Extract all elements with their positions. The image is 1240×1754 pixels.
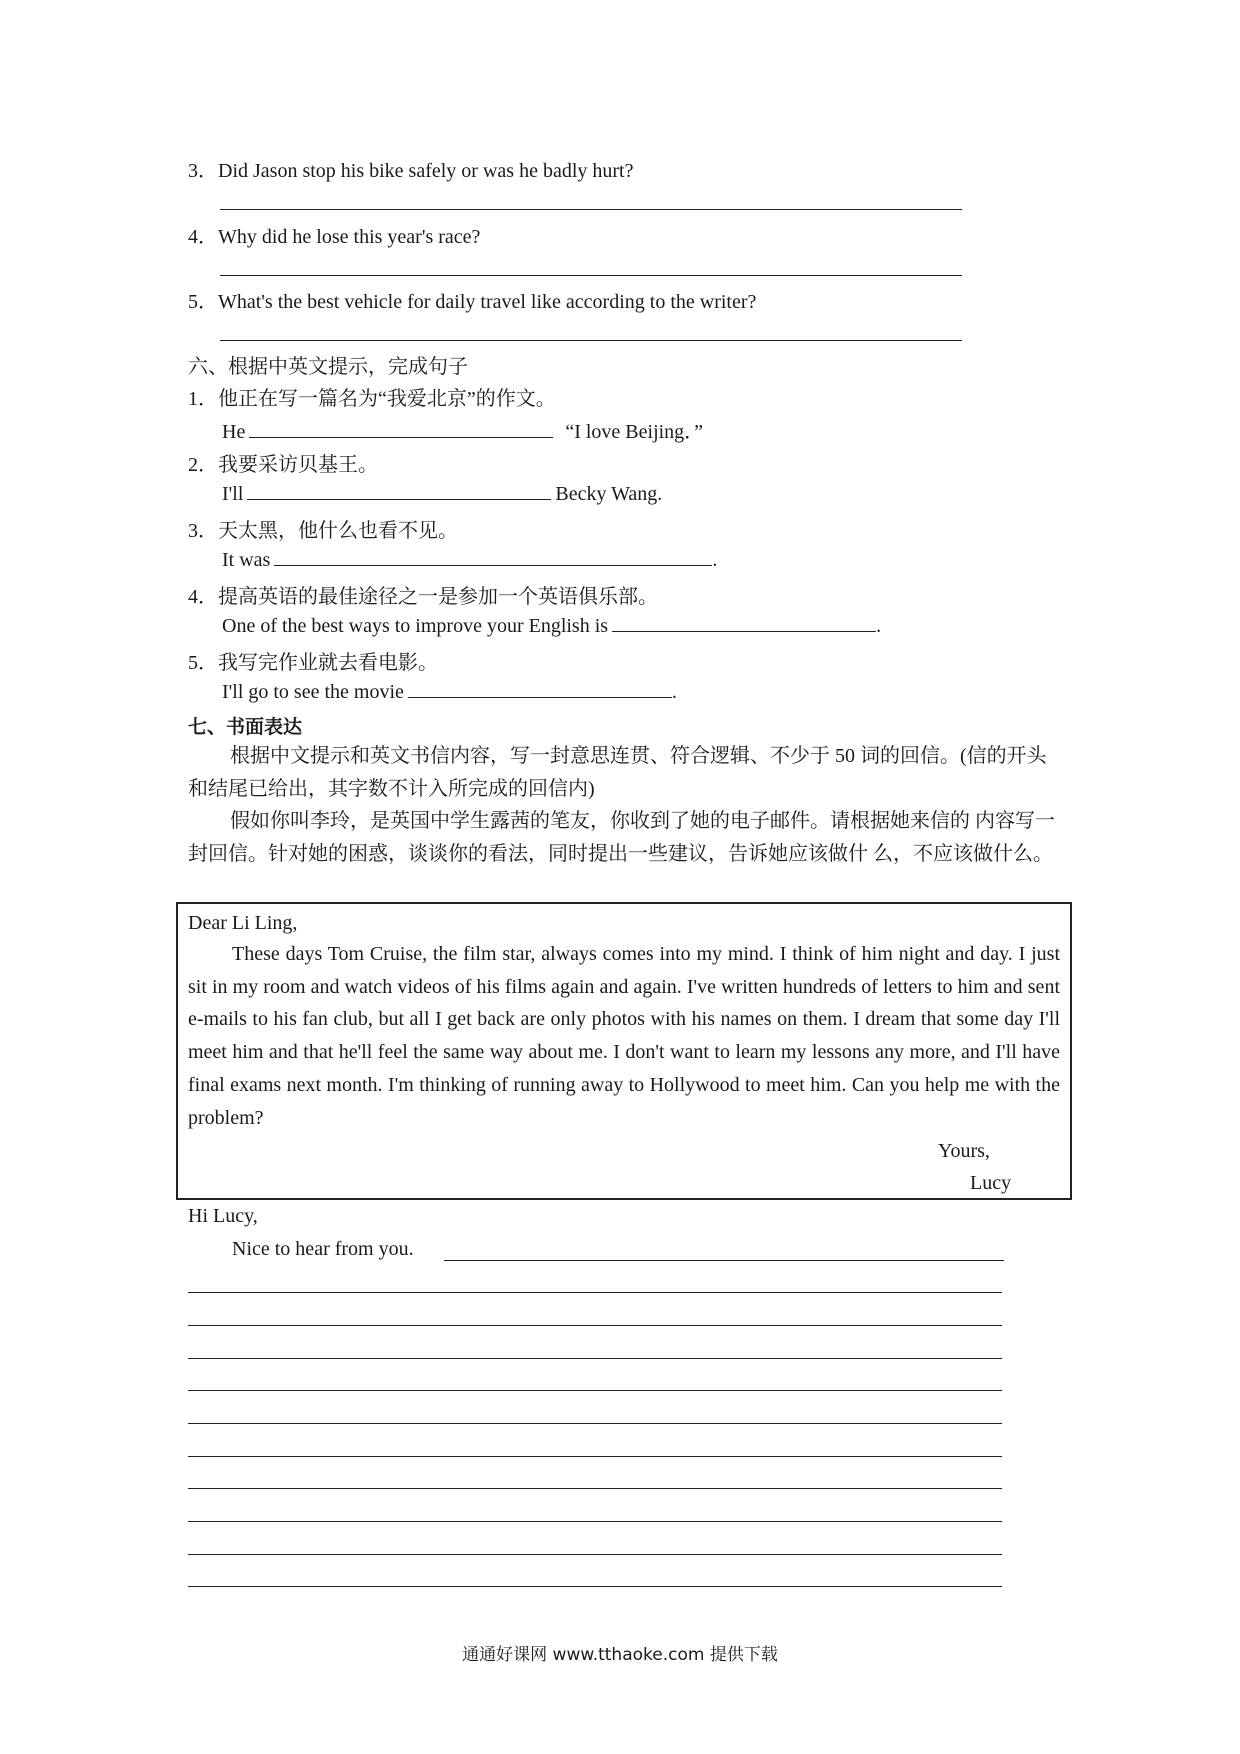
question-text: Did Jason stop his bike safely or was he badly hurt? xyxy=(218,160,634,182)
reply-opening: Nice to hear from you. xyxy=(232,1238,414,1260)
answer-line[interactable] xyxy=(220,340,962,341)
answer-line[interactable] xyxy=(220,209,962,210)
s6-item3-cn xyxy=(188,514,458,543)
letter-closing: Yours, xyxy=(938,1140,990,1162)
item-english-before: He xyxy=(222,421,246,443)
question-number: 4． xyxy=(188,226,218,248)
question-4 xyxy=(188,220,480,249)
item-english-before: I'll xyxy=(222,483,244,505)
section6-heading: 六、根据中英文提示，完成句子 xyxy=(188,356,468,378)
fill-blank[interactable] xyxy=(249,419,553,438)
s6-item1-en xyxy=(222,415,703,444)
item-number: 4． xyxy=(188,586,218,608)
section7-heading: 七、书面表达 xyxy=(188,716,303,738)
writing-line[interactable] xyxy=(188,1521,1002,1522)
item-english-after: . xyxy=(671,681,677,703)
item-english-after: . xyxy=(876,615,882,637)
item-chinese: 他正在写一篇名为“我爱北京”的作文。 xyxy=(218,388,556,410)
item-english-after: Becky Wang. xyxy=(555,483,663,505)
s6-item4-cn xyxy=(188,580,658,609)
fill-blank[interactable] xyxy=(612,613,876,632)
letter-greeting: Dear Li Ling, xyxy=(188,912,298,934)
question-number: 5． xyxy=(188,291,218,313)
writing-line[interactable] xyxy=(188,1325,1002,1326)
item-number: 2． xyxy=(188,454,218,476)
writing-line[interactable] xyxy=(188,1586,1002,1587)
item-chinese: 天太黑，他什么也看不见。 xyxy=(218,520,458,542)
item-number: 1． xyxy=(188,388,218,410)
reply-greeting: Hi Lucy, xyxy=(188,1205,258,1227)
writing-line[interactable] xyxy=(444,1260,1004,1261)
s6-item1-cn xyxy=(188,382,556,411)
item-english-after: “I love Beijing．” xyxy=(565,421,704,443)
section7-instruction-1: 根据中文提示和英文书信内容，写一封意思连贯、符合逻辑、不少于 50 词的回信。(信的开头和结尾已给出，其字数不计入所完成的回信内) xyxy=(188,745,1047,800)
writing-line[interactable] xyxy=(188,1488,1002,1489)
item-english-after: . xyxy=(712,549,718,571)
item-number: 3． xyxy=(188,520,218,542)
section7-instruction-2: 假如你叫李玲，是英国中学生露茜的笔友，你收到了她的电子邮件。请根据她来信的 内容写一封回信。针对她的困惑，谈谈你的看法，同时提出一些建议，告诉她应该做什 么，不应该做什么。 xyxy=(188,810,1055,865)
item-chinese: 我要采访贝基王。 xyxy=(218,454,378,476)
s6-item4-en xyxy=(222,613,881,638)
s6-item3-en xyxy=(222,547,717,572)
s6-item2-cn xyxy=(188,448,378,477)
item-english-before: It was xyxy=(222,549,271,571)
fill-blank[interactable] xyxy=(408,679,672,698)
item-number: 5． xyxy=(188,652,218,674)
fill-blank[interactable] xyxy=(247,481,551,500)
answer-line[interactable] xyxy=(220,275,962,276)
fill-blank[interactable] xyxy=(274,547,712,566)
question-5 xyxy=(188,285,756,314)
question-text: Why did he lose this year's race? xyxy=(218,226,481,248)
question-3 xyxy=(188,154,633,183)
s6-item2-en xyxy=(222,481,662,506)
letter-signature: Lucy xyxy=(970,1172,1012,1194)
writing-line[interactable] xyxy=(188,1390,1002,1391)
s6-item5-cn xyxy=(188,646,438,675)
writing-line[interactable] xyxy=(188,1358,1002,1359)
writing-line[interactable] xyxy=(188,1554,1002,1555)
page-footer: 通通好课网 www.tthaoke.com 提供下载 xyxy=(462,1645,778,1665)
item-chinese: 提高英语的最佳途径之一是参加一个英语俱乐部。 xyxy=(218,586,658,608)
question-text: What's the best vehicle for daily travel like according to the writer? xyxy=(218,291,757,313)
writing-line[interactable] xyxy=(188,1423,1002,1424)
letter-body: These days Tom Cruise, the film star, always comes into my mind. I think of him night and day. I just sit in my room and watch videos of his films again and again. I've written hundreds of letters to him and sent e-mails to his fan club, but all I get back are only photos with his names on them. I dream that some day I'll meet him and that he'll feel the same way about me. I don't want to learn my lessons any more, and I'll have final exams next month. I'm thinking of running away to Hollywood to meet him. Can you help me with the problem? xyxy=(188,943,1060,1129)
writing-line[interactable] xyxy=(188,1456,1002,1457)
item-english-before: I'll go to see the movie xyxy=(222,681,404,703)
item-english-before: One of the best ways to improve your English is xyxy=(222,615,609,637)
item-chinese: 我写完作业就去看电影。 xyxy=(218,652,438,674)
writing-line[interactable] xyxy=(188,1292,1002,1293)
s6-item5-en xyxy=(222,679,677,704)
question-number: 3． xyxy=(188,160,218,182)
